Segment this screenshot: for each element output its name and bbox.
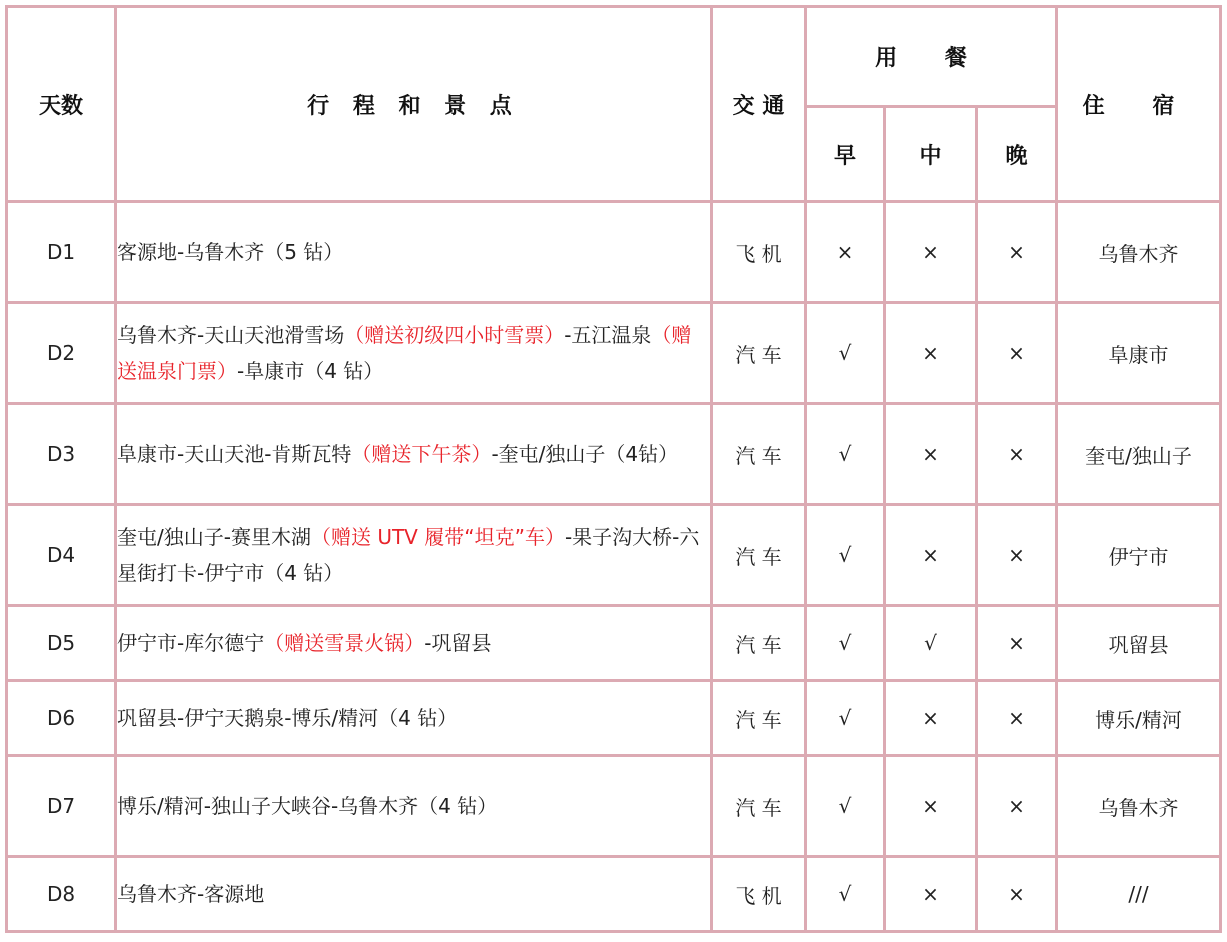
day-cell: D3 bbox=[7, 404, 116, 505]
route-text: 乌鲁木齐-天山天池滑雪场 bbox=[117, 323, 345, 347]
route-cell bbox=[116, 857, 712, 932]
route-cell bbox=[116, 681, 712, 756]
breakfast-cell: × bbox=[806, 202, 885, 303]
day-cell: D6 bbox=[7, 681, 116, 756]
transport-cell: 汽 车 bbox=[712, 606, 806, 681]
route-text: 乌鲁木齐-客源地 bbox=[117, 882, 265, 906]
table-row bbox=[7, 202, 1221, 303]
day-cell: D8 bbox=[7, 857, 116, 932]
transport-cell: 汽 车 bbox=[712, 303, 806, 404]
table-row bbox=[7, 404, 1221, 505]
transport-cell: 汽 车 bbox=[712, 505, 806, 606]
lodging-cell: 阜康市 bbox=[1057, 303, 1221, 404]
route-cell bbox=[116, 202, 712, 303]
route-text: -奎屯/独山子（4钻） bbox=[491, 442, 679, 466]
route-cell bbox=[116, 756, 712, 857]
route-text: -五江温泉 bbox=[564, 323, 652, 347]
header-lunch: 中 bbox=[885, 107, 977, 202]
dinner-cell: × bbox=[977, 606, 1057, 681]
lodging-cell: 伊宁市 bbox=[1057, 505, 1221, 606]
breakfast-cell: √ bbox=[806, 606, 885, 681]
lodging-cell: 博乐/精河 bbox=[1057, 681, 1221, 756]
dinner-cell: × bbox=[977, 857, 1057, 932]
breakfast-cell: √ bbox=[806, 681, 885, 756]
header-transport: 交 通 bbox=[712, 7, 806, 202]
gift-note: （赠送下午茶） bbox=[351, 442, 492, 466]
lunch-cell: × bbox=[885, 756, 977, 857]
breakfast-cell: √ bbox=[806, 404, 885, 505]
lodging-cell: 乌鲁木齐 bbox=[1057, 756, 1221, 857]
route-text: 伊宁市-库尔德宁 bbox=[117, 631, 265, 655]
gift-note: （赠送 UTV 履带“坦克”车） bbox=[310, 525, 565, 549]
lodging-cell: 奎屯/独山子 bbox=[1057, 404, 1221, 505]
day-cell: D4 bbox=[7, 505, 116, 606]
lunch-cell: × bbox=[885, 202, 977, 303]
transport-cell: 汽 车 bbox=[712, 681, 806, 756]
dinner-cell: × bbox=[977, 681, 1057, 756]
header-day: 天数 bbox=[7, 7, 116, 202]
route-text: 奎屯/独山子-赛里木湖 bbox=[117, 525, 311, 549]
breakfast-cell: √ bbox=[806, 505, 885, 606]
day-cell: D1 bbox=[7, 202, 116, 303]
day-cell: D5 bbox=[7, 606, 116, 681]
table-row bbox=[7, 857, 1221, 932]
transport-cell: 汽 车 bbox=[712, 756, 806, 857]
route-cell bbox=[116, 303, 712, 404]
breakfast-cell: √ bbox=[806, 857, 885, 932]
header-meals: 用 餐 bbox=[806, 7, 1057, 107]
lunch-cell: × bbox=[885, 857, 977, 932]
table-row bbox=[7, 756, 1221, 857]
header-lodging: 住 宿 bbox=[1057, 7, 1221, 202]
header-dinner: 晚 bbox=[977, 107, 1057, 202]
route-text: -果子沟大桥-六星街打卡-伊宁市（4 钻） bbox=[117, 525, 700, 585]
header-route: 行 程 和 景 点 bbox=[116, 7, 712, 202]
lodging-cell: /// bbox=[1057, 857, 1221, 932]
route-text: 博乐/精河-独山子大峡谷-乌鲁木齐（4 钻） bbox=[117, 794, 498, 818]
itinerary-table bbox=[5, 5, 1222, 933]
dinner-cell: × bbox=[977, 756, 1057, 857]
table-row bbox=[7, 681, 1221, 756]
lunch-cell: × bbox=[885, 681, 977, 756]
gift-note: （赠送初级四小时雪票） bbox=[344, 323, 565, 347]
dinner-cell: × bbox=[977, 404, 1057, 505]
table-row bbox=[7, 606, 1221, 681]
lunch-cell: × bbox=[885, 404, 977, 505]
transport-cell: 飞 机 bbox=[712, 202, 806, 303]
day-cell: D7 bbox=[7, 756, 116, 857]
lodging-cell: 巩留县 bbox=[1057, 606, 1221, 681]
route-text: -阜康市（4 钻） bbox=[237, 359, 384, 383]
day-cell: D2 bbox=[7, 303, 116, 404]
breakfast-cell: √ bbox=[806, 303, 885, 404]
breakfast-cell: √ bbox=[806, 756, 885, 857]
lodging-cell: 乌鲁木齐 bbox=[1057, 202, 1221, 303]
table-row bbox=[7, 303, 1221, 404]
route-text: 客源地-乌鲁木齐（5 钻） bbox=[117, 240, 344, 264]
dinner-cell: × bbox=[977, 505, 1057, 606]
gift-note: （赠送温泉门票） bbox=[117, 323, 692, 383]
route-cell bbox=[116, 606, 712, 681]
transport-cell: 飞 机 bbox=[712, 857, 806, 932]
route-text: 巩留县-伊宁天鹅泉-博乐/精河（4 钻） bbox=[117, 706, 458, 730]
table-row bbox=[7, 505, 1221, 606]
route-text: 阜康市-天山天池-肯斯瓦特 bbox=[117, 442, 352, 466]
transport-cell: 汽 车 bbox=[712, 404, 806, 505]
route-cell bbox=[116, 505, 712, 606]
dinner-cell: × bbox=[977, 202, 1057, 303]
lunch-cell: × bbox=[885, 303, 977, 404]
gift-note: （赠送雪景火锅） bbox=[264, 631, 425, 655]
lunch-cell: √ bbox=[885, 606, 977, 681]
dinner-cell: × bbox=[977, 303, 1057, 404]
route-text: -巩留县 bbox=[424, 631, 492, 655]
route-cell bbox=[116, 404, 712, 505]
header-breakfast: 早 bbox=[806, 107, 885, 202]
lunch-cell: × bbox=[885, 505, 977, 606]
